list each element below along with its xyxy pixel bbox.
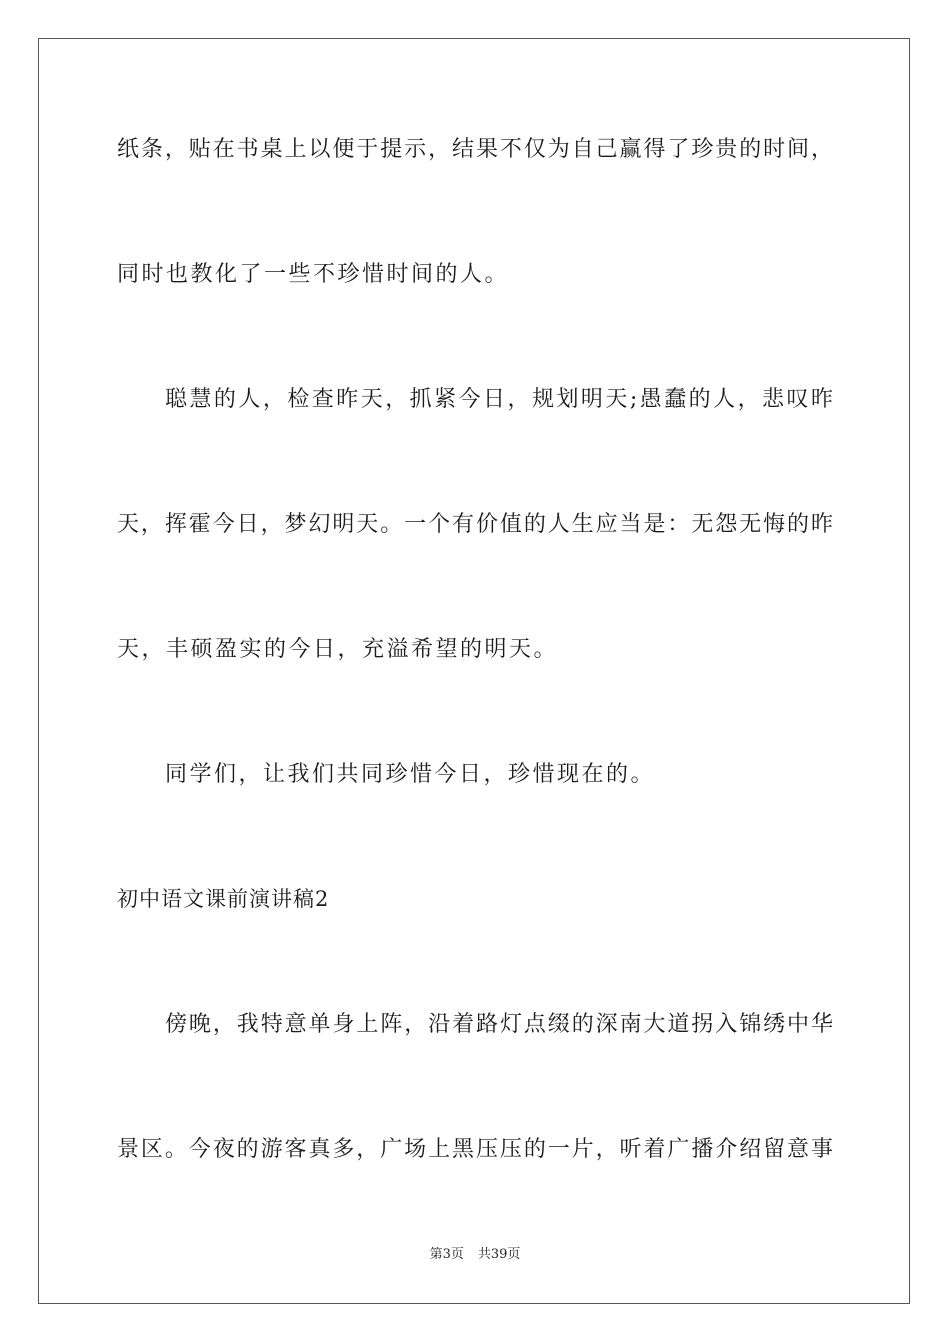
text-line-1: 纸条，贴在书桌上以便于提示，结果不仅为自己赢得了珍贵的时间， bbox=[117, 137, 833, 162]
text-line-5: 天，丰硕盈实的今日，充溢希望的明天。 bbox=[117, 637, 559, 662]
text-line-7: 傍晚，我特意单身上阵，沿着路灯点缀的深南大道拐入锦绣中华 bbox=[165, 1012, 833, 1037]
section-heading: 初中语文课前演讲稿2 bbox=[117, 887, 330, 911]
text-line-8: 景区。今夜的游客真多，广场上黑压压的一片，听着广播介绍留意事 bbox=[117, 1137, 833, 1162]
text-line-2: 同时也教化了一些不珍惜时间的人。 bbox=[117, 262, 510, 287]
page-footer bbox=[0, 1246, 950, 1264]
text-line-3: 聪慧的人，检查昨天，抓紧今日，规划明天;愚蠢的人，悲叹昨 bbox=[165, 387, 833, 412]
text-line-6: 同学们，让我们共同珍惜今日，珍惜现在的。 bbox=[165, 762, 656, 787]
page-number: 第3页 bbox=[429, 1247, 464, 1262]
text-line-4: 天，挥霍今日，梦幻明天。一个有价值的人生应当是：无怨无悔的昨 bbox=[117, 512, 833, 537]
page-total: 共39页 bbox=[477, 1247, 521, 1262]
page-border bbox=[38, 38, 910, 1304]
